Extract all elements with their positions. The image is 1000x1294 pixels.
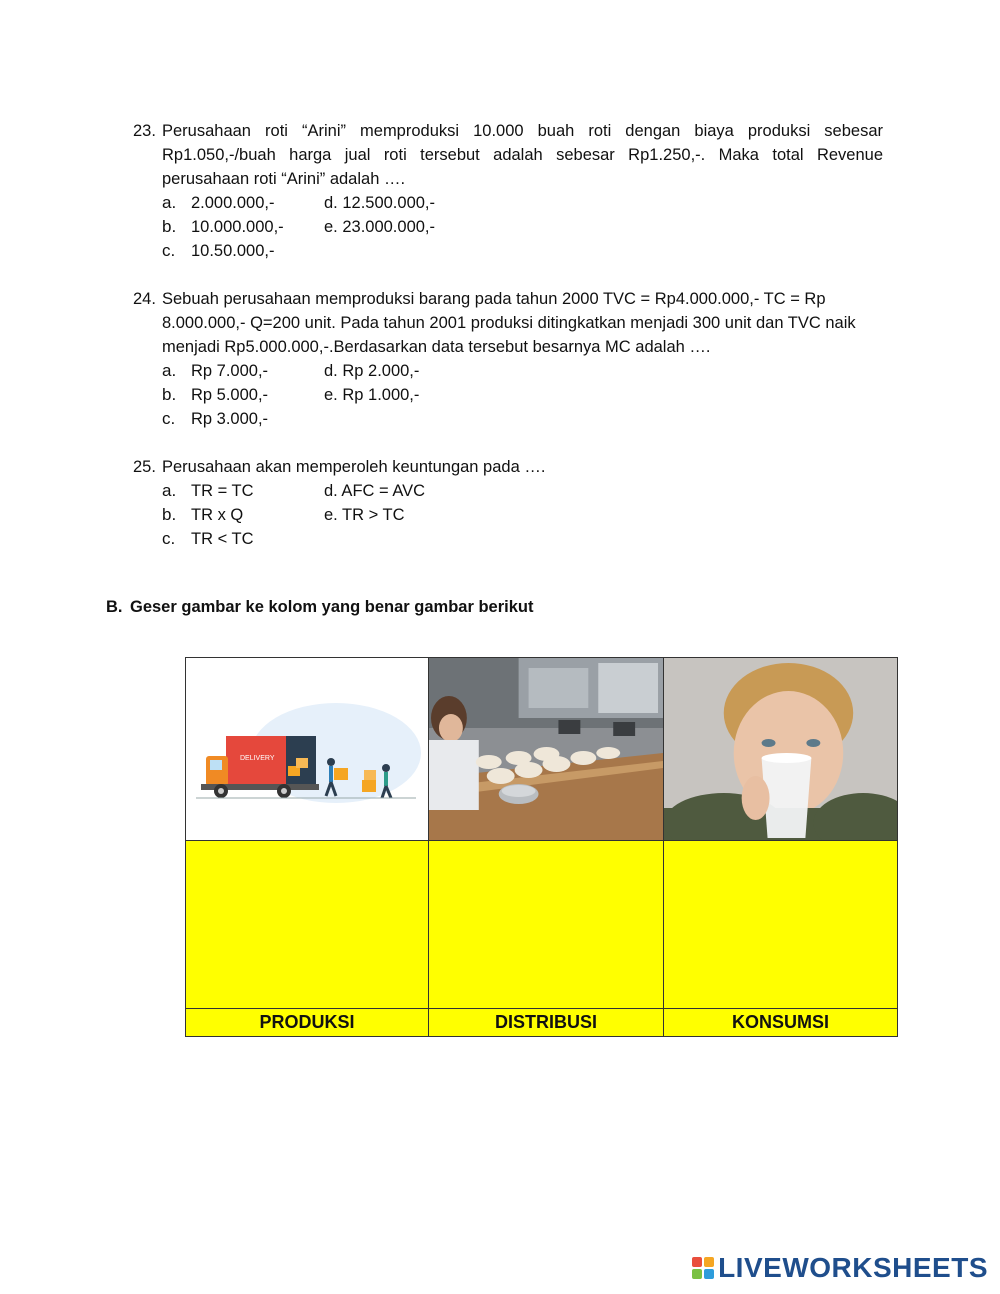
option-a[interactable] bbox=[162, 359, 324, 383]
option-text: e. 23.000.000,- bbox=[324, 218, 436, 236]
liveworksheets-icon bbox=[692, 1257, 714, 1279]
option-text: Rp 5.000,- bbox=[191, 386, 269, 404]
option-e[interactable] bbox=[324, 503, 524, 527]
question-23 bbox=[133, 119, 883, 263]
option-c[interactable] bbox=[162, 527, 324, 551]
question-number: 23. bbox=[133, 122, 156, 140]
logo-square bbox=[692, 1257, 702, 1267]
logo-square bbox=[692, 1269, 702, 1279]
section-b-title bbox=[106, 598, 533, 617]
option-d[interactable] bbox=[324, 191, 524, 215]
option-letter: b. bbox=[162, 505, 177, 524]
option-text: 10.50.000,- bbox=[191, 242, 275, 260]
option-a[interactable] bbox=[162, 191, 324, 215]
logo-square bbox=[704, 1269, 714, 1279]
delivery-truck-illustration bbox=[186, 658, 428, 840]
option-text: Rp 7.000,- bbox=[191, 362, 269, 380]
option-text: 2.000.000,- bbox=[191, 194, 275, 212]
option-text: TR = TC bbox=[191, 482, 254, 500]
option-e[interactable] bbox=[324, 383, 524, 407]
bakery-image[interactable] bbox=[428, 658, 663, 840]
option-b[interactable] bbox=[162, 215, 324, 239]
boy-drinking-milk-image[interactable] bbox=[663, 658, 897, 840]
option-letter: c. bbox=[162, 529, 176, 548]
option-c[interactable] bbox=[162, 407, 324, 431]
liveworksheets-logo bbox=[692, 1252, 988, 1284]
option-letter: a. bbox=[162, 193, 177, 212]
option-letter: a. bbox=[162, 361, 177, 380]
options bbox=[162, 191, 883, 263]
question-24 bbox=[133, 287, 883, 431]
question-number: 24. bbox=[133, 290, 156, 308]
option-c[interactable] bbox=[162, 239, 324, 263]
drop-zone-distribusi[interactable] bbox=[428, 840, 663, 1008]
option-text: d. AFC = AVC bbox=[324, 482, 426, 500]
question-text: Perusahaan akan memperoleh keuntungan pada …. bbox=[162, 458, 546, 476]
option-b[interactable] bbox=[162, 503, 324, 527]
drop-zone-produksi[interactable] bbox=[186, 840, 428, 1008]
brand-name: LIVEWORKSHEETS bbox=[718, 1252, 988, 1283]
question-text: Sebuah perusahaan memproduksi barang pada tahun 2000 TVC = Rp4.000.000,- TC = Rp 8.000.000,- Q=200 unit. Pada tahun 2001 produksi ditingkatkan menjadi 300 unit dan TVC naik menjadi Rp5.000.000,-.Berdasarkan data tersebut besarnya MC adalah …. bbox=[162, 290, 856, 356]
question-text: Perusahaan roti “Arini” memproduksi 10.000 buah roti dengan biaya produksi sebesar Rp1.050,-/buah harga jual roti tersebut adalah sebesar Rp1.250,-. Maka total Revenue perusahaan roti “Arini” adalah …. bbox=[162, 122, 883, 188]
question-number: 25. bbox=[133, 458, 156, 476]
option-text: TR < TC bbox=[191, 530, 254, 548]
option-d[interactable] bbox=[324, 359, 524, 383]
option-letter: b. bbox=[162, 217, 177, 236]
option-text: e. Rp 1.000,- bbox=[324, 386, 420, 404]
drop-zone-konsumsi[interactable] bbox=[663, 840, 897, 1008]
option-text: 10.000.000,- bbox=[191, 218, 284, 236]
question-25 bbox=[133, 455, 883, 551]
option-letter: c. bbox=[162, 241, 176, 260]
option-letter: c. bbox=[162, 409, 176, 428]
option-text: d. 12.500.000,- bbox=[324, 194, 436, 212]
options bbox=[162, 359, 883, 431]
option-text: d. Rp 2.000,- bbox=[324, 362, 420, 380]
option-d[interactable] bbox=[324, 479, 524, 503]
bakery-photo bbox=[429, 658, 663, 840]
option-text: Rp 3.000,- bbox=[191, 410, 269, 428]
column-label-distribusi: DISTRIBUSI bbox=[428, 1008, 663, 1036]
logo-square bbox=[704, 1257, 714, 1267]
column-label-produksi: PRODUKSI bbox=[186, 1008, 428, 1036]
option-text: TR x Q bbox=[191, 506, 244, 524]
option-b[interactable] bbox=[162, 383, 324, 407]
option-a[interactable] bbox=[162, 479, 324, 503]
drag-drop-table bbox=[185, 657, 898, 1037]
section-title-text: Geser gambar ke kolom yang benar gambar berikut bbox=[130, 598, 534, 616]
option-letter: b. bbox=[162, 385, 177, 404]
truck-label: DELIVERY bbox=[240, 755, 275, 762]
options bbox=[162, 479, 883, 551]
option-letter: a. bbox=[162, 481, 177, 500]
section-letter: B. bbox=[106, 598, 123, 616]
delivery-truck-image[interactable] bbox=[186, 658, 428, 840]
option-e[interactable] bbox=[324, 215, 524, 239]
option-text: e. TR > TC bbox=[324, 506, 405, 524]
column-label-konsumsi: KONSUMSI bbox=[663, 1008, 897, 1036]
milk-photo bbox=[664, 658, 897, 840]
